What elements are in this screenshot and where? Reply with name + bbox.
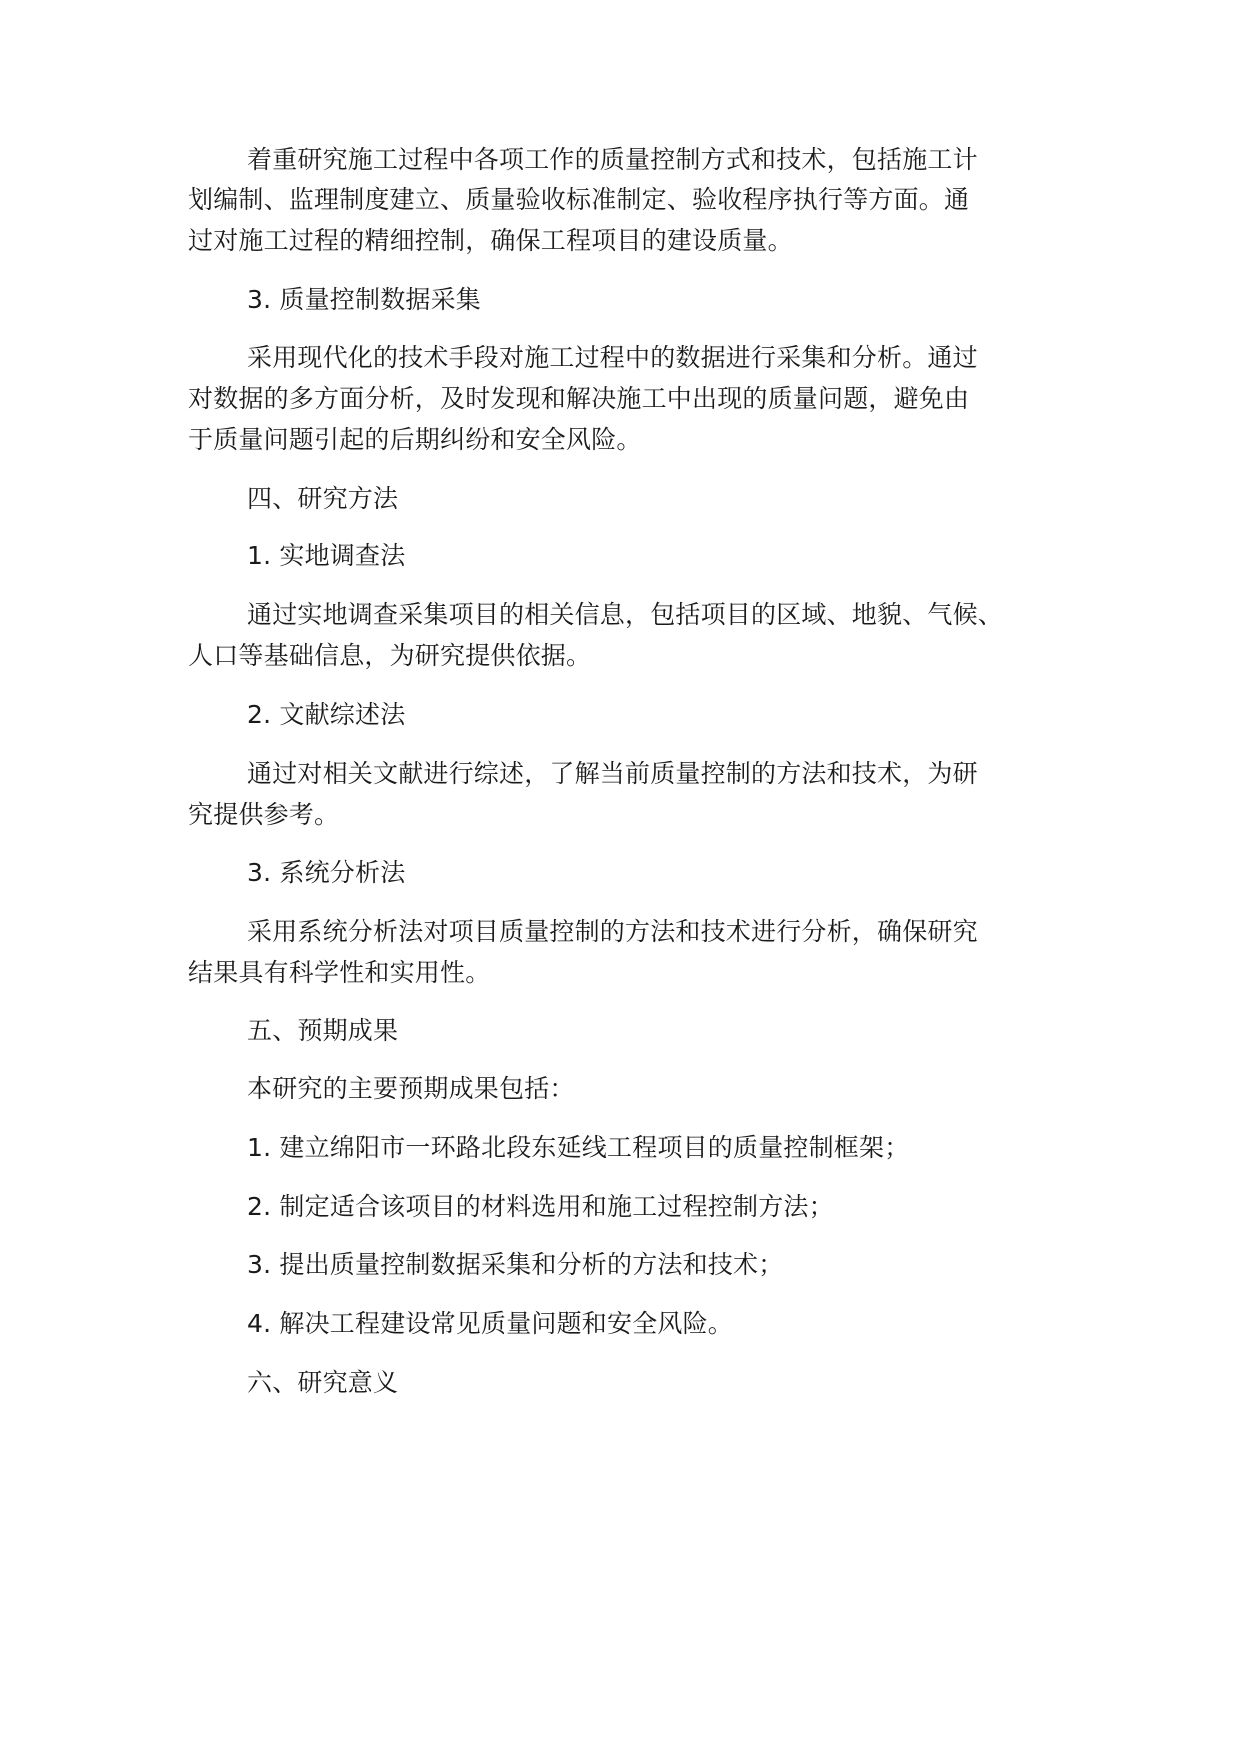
section-heading: 3. 质量控制数据采集 [247, 285, 482, 314]
section-heading: 3. 系统分析法 [247, 858, 406, 887]
list-item: 1. 建立绵阳市一环路北段东延线工程项目的质量控制框架； [247, 1133, 910, 1162]
paragraph-line: 于质量问题引起的后期纠纷和安全风险。 [188, 425, 642, 454]
section-heading: 2. 文献综述法 [247, 700, 406, 729]
paragraph-line: 结果具有科学性和实用性。 [188, 958, 491, 987]
paragraph-line: 通过对相关文献进行综述，了解当前质量控制的方法和技术，为研 [247, 759, 978, 788]
paragraph-line: 人口等基础信息，为研究提供依据。 [188, 641, 592, 670]
paragraph-line: 通过实地调查采集项目的相关信息，包括项目的区域、地貌、气候、 [247, 600, 1004, 629]
list-item: 3. 提出质量控制数据采集和分析的方法和技术； [247, 1250, 784, 1279]
paragraph-line: 着重研究施工过程中各项工作的质量控制方式和技术，包括施工计 [247, 145, 978, 174]
paragraph-line: 本研究的主要预期成果包括： [247, 1074, 575, 1103]
section-heading: 六、研究意义 [247, 1368, 399, 1397]
paragraph-line: 究提供参考。 [188, 800, 340, 829]
section-heading: 四、研究方法 [247, 484, 399, 513]
paragraph-line: 采用系统分析法对项目质量控制的方法和技术进行分析，确保研究 [247, 917, 978, 946]
list-item: 4. 解决工程建设常见质量问题和安全风险。 [247, 1309, 734, 1338]
paragraph-line: 划编制、监理制度建立、质量验收标准制定、验收程序执行等方面。通 [188, 185, 970, 214]
section-heading: 1. 实地调查法 [247, 541, 406, 570]
paragraph-line: 采用现代化的技术手段对施工过程中的数据进行采集和分析。通过 [247, 343, 978, 372]
paragraph-line: 过对施工过程的精细控制，确保工程项目的建设质量。 [188, 226, 793, 255]
section-heading: 五、预期成果 [247, 1016, 399, 1045]
paragraph-line: 对数据的多方面分析，及时发现和解决施工中出现的质量问题，避免由 [188, 384, 970, 413]
list-item: 2. 制定适合该项目的材料选用和施工过程控制方法； [247, 1192, 834, 1221]
